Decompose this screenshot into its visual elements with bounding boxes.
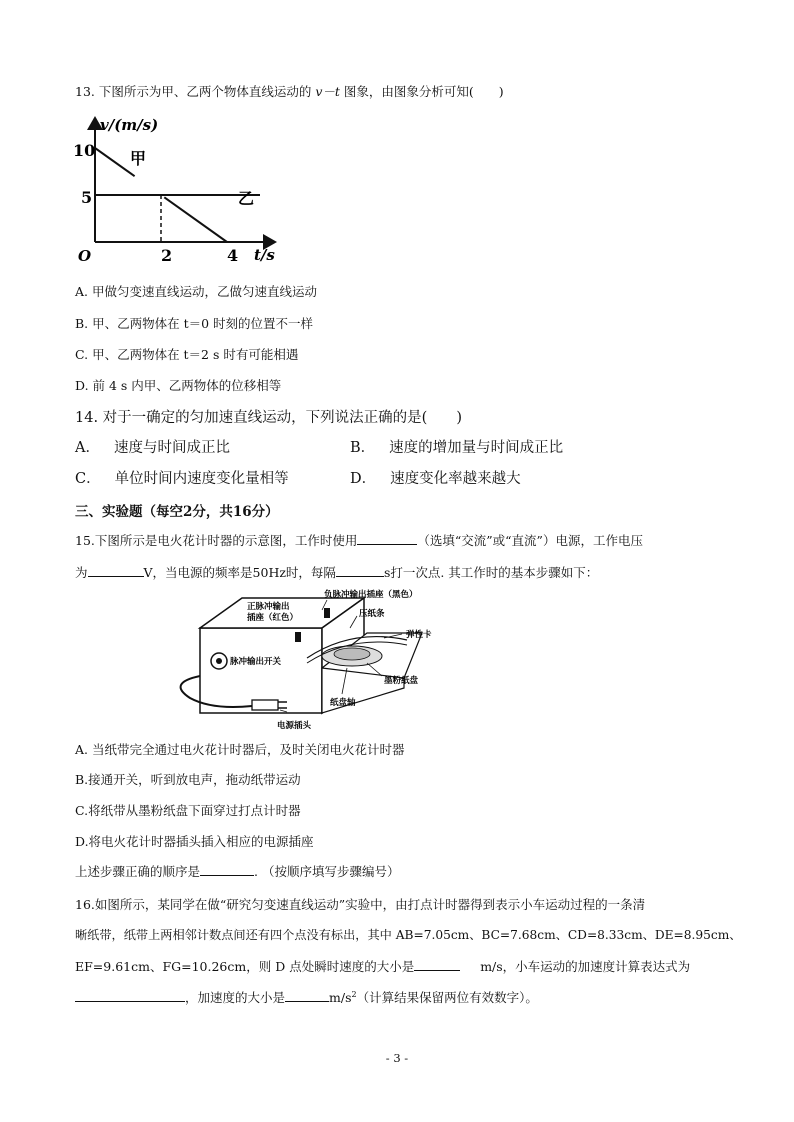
label-paper: 压纸条 xyxy=(359,609,385,619)
page-number: - 3 - xyxy=(385,1051,409,1065)
label-ink-disk: 墨粉纸盘 xyxy=(384,676,419,686)
q16-line1: 16.如图所示，某同学在做“研究匀变速直线运动”实验中，由打点计时器得到表示小车运动过程的一条清 xyxy=(75,897,646,912)
answer-blank[interactable] xyxy=(285,988,329,1002)
series-line-jia xyxy=(164,197,227,242)
ytick-5: 5 xyxy=(81,188,93,207)
q16-line2: 晰纸带，纸带上两相邻计数点间还有四个点没有标出，其中 AB=7.05cm、BC=7.68cm、CD=8.33cm、DE=8.95cm、 xyxy=(75,928,742,942)
q16-line4: ，加速度的大小是 $m/s^2$（计算结果保留两位有效数字）。 xyxy=(75,988,538,1006)
q14-option-a: A． 速度与时间成正比 xyxy=(75,440,230,456)
label-axis: 纸盘轴 xyxy=(330,698,356,708)
q15-step-d: D.将电火花计时器插头插入相应的电源插座 xyxy=(75,834,314,849)
label-neg-socket: 负脉冲输出插座（黑色） xyxy=(324,590,418,600)
q13-option-d: D. 前 4 s 内甲、乙两物体的位移相等 xyxy=(75,378,282,393)
xtick-4: 4 xyxy=(227,246,239,265)
label-pos-socket: 正脉冲输出 xyxy=(247,602,290,612)
answer-blank[interactable] xyxy=(357,531,417,545)
q14-option-c: C． 单位时间内速度变化量相等 xyxy=(75,471,289,487)
answer-blank[interactable] xyxy=(88,563,144,577)
spark-timer-figure xyxy=(172,588,472,730)
q13-option-b: B. 甲、乙两物体在 t＝0 时刻的位置不一样 xyxy=(75,316,314,331)
ytick-10: 10 xyxy=(73,141,96,160)
x-axis-label: t/s xyxy=(254,246,275,264)
label-switch: 脉冲输出开关 xyxy=(230,657,282,667)
q14-option-d: D． 速度变化率越来越大 xyxy=(350,471,521,487)
label-clip: 弹性卡 xyxy=(406,630,432,640)
q15-step-a: A. 当纸带完全通过电火花计时器后，及时关闭电火花计时器 xyxy=(75,742,405,757)
q14-stem: 14. 对于一确定的匀加速直线运动，下列说法正确的是( ) xyxy=(75,410,462,426)
origin-label: O xyxy=(78,247,92,265)
xtick-2: 2 xyxy=(161,246,173,265)
answer-blank[interactable] xyxy=(336,563,384,577)
answer-blank[interactable] xyxy=(75,988,185,1002)
q14-option-b: B． 速度的增加量与时间成正比 xyxy=(350,440,564,456)
q13-option-a: A. 甲做匀变速直线运动，乙做匀速直线运动 xyxy=(75,284,317,299)
answer-blank[interactable] xyxy=(414,957,460,971)
q15-step-b: B.接通开关，听到放电声，拖动纸带运动 xyxy=(75,772,301,787)
vt-graph xyxy=(70,112,285,270)
q15-line2: 为 V，当电源的频率是50Hz时，每隔 s打一次点. 其工作时的基本步骤如下： xyxy=(75,565,599,580)
section-heading: 三、实验题（每空2分，共16分） xyxy=(75,504,279,520)
answer-blank[interactable] xyxy=(200,862,254,876)
q15-order: 上述步骤正确的顺序是 . （按顺序填写步骤编号） xyxy=(75,864,400,879)
series-label-yi: 乙 xyxy=(238,189,255,208)
label-pos-socket-2: 插座（红色） xyxy=(247,613,299,623)
q15-step-c: C.将纸带从墨粉纸盘下面穿过打点计时器 xyxy=(75,803,301,818)
label-plug: 电源插头 xyxy=(277,721,312,730)
q13-option-c: C. 甲、乙两物体在 t＝2 s 时有可能相遇 xyxy=(75,347,299,362)
series-label-jia: 甲 xyxy=(130,149,147,168)
series-line-jia-start xyxy=(95,148,135,176)
q15-line1: 15.下图所示是电火花计时器的示意图，工作时使用 （选填“交流”或“直流”）电源，工作电压 xyxy=(75,533,643,548)
q16-line3: EF=9.61cm、FG=10.26cm，则 D 点处瞬时速度的大小是 m/s，小车运动的加速度计算表达式为 xyxy=(75,959,691,974)
y-axis-label: v/(m/s) xyxy=(100,116,159,134)
q13-stem: 13. 下图所示为甲、乙两个物体直线运动的 v－t 图象，由图象分析可知( ) xyxy=(75,84,504,99)
